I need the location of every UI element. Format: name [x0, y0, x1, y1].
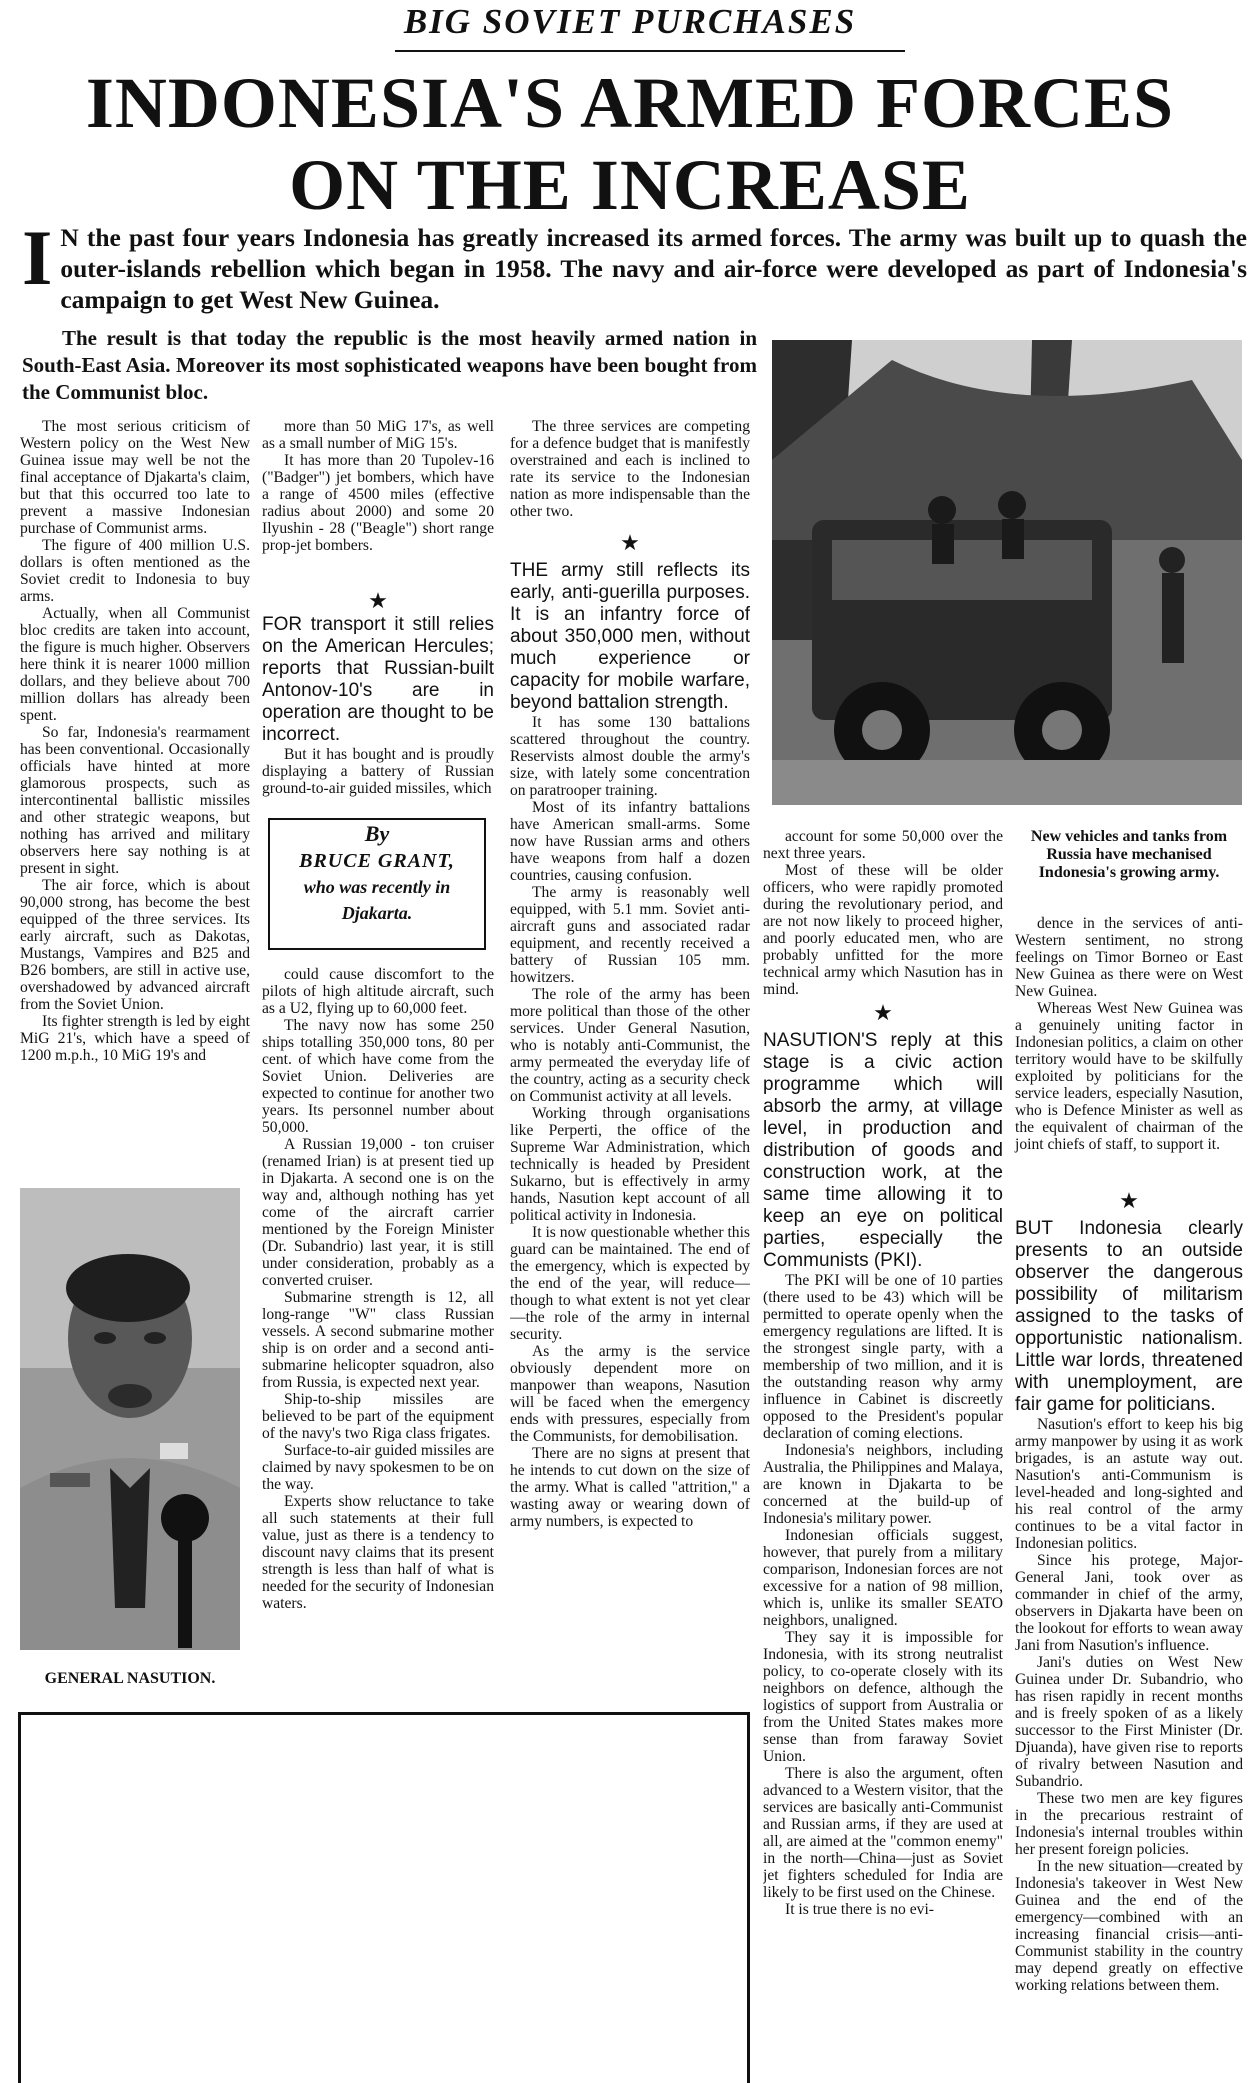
paragraph: There are no signs at present that he intends to cut down on the size of the army. What is called "attrition," a wasting away or wearing down of army numbers, is expected to: [510, 1445, 750, 1530]
paragraph: These two men are key figures in the precarious restraint of Indonesia's internal troubles within her present foreign policies.: [1015, 1790, 1243, 1858]
headline: [0, 62, 1260, 226]
headline-line-2: ON THE INCREASE: [289, 145, 971, 225]
paragraph: Submarine strength is 12, all long-range "W" class Russian vessels. A second submarine mother ship is on order and a second anti-submarine helicopter squadron, also from Russia, is expected next year.: [262, 1289, 494, 1391]
intro-paragraph: [22, 214, 1247, 315]
vehicles-caption: New vehicles and tanks from Russia have mechanised Indonesia's growing army.: [1030, 828, 1228, 881]
column-5a: [1015, 915, 1243, 1153]
paragraph: The three services are competing for a defence budget that is manifestly overstrained and each is inclined to rate its service to the Indonesian nation as more indispensable than the other two.: [510, 418, 750, 520]
paragraph: There is also the argument, often advanced to a Western visitor, that the services are basically anti-Communist and Russian arms, if they are used at all, are aimed at the "common enemy" in the north—China—just as Soviet jet fighters scheduled for India are likely to be first used on the Chinese.: [763, 1765, 1003, 1901]
paragraph: Actually, when all Communist bloc credits are taken into account, the figure is much higher. Observers here think it is nearer 1000 million dollars, and they believe about 700 million dollars has already been spent.: [20, 605, 250, 724]
paragraph: The air force, which is about 90,000 strong, has become the best equipped of the three services. Its early aircraft, such as Dakotas, Mustangs, Vampires and B25 and B26 bombers, are still in active use, overshadowed by advanced aircraft from the Soviet Union.: [20, 877, 250, 1013]
paragraph: As the army is the service obviously dependent more on manpower than weapons, Nasution will be faced when the emergency ends with pressures, especially from the Communists, for demobilisation.: [510, 1343, 750, 1445]
byline-box: [268, 818, 486, 950]
paragraph: Since his protege, Major-General Jani, took over as commander in chief of the army, observers in Djakarta have been on the lookout for efforts to wean away Jani from Nasution's influence.: [1015, 1552, 1243, 1654]
paragraph: It is now questionable whether this guard can be maintained. The end of the emergency, which is expected by the end of the year, will reduce—though to what extent is not yet clear—the role of the army in internal security.: [510, 1224, 750, 1343]
paragraph: The army is reasonably well equipped, with 5.1 mm. Soviet anti-aircraft guns and associated radar equipment, and recently received a battery of Russian 105 mm. howitzers.: [510, 884, 750, 986]
paragraph: Indonesia's neighbors, including Australia, the Philippines and Malaya, are known in Djakarta to be concerned at the build-up of Indonesia's military power.: [763, 1442, 1003, 1527]
star-separator: ★: [368, 588, 388, 613]
drop-cap: I: [22, 214, 53, 301]
paragraph: It is true there is no evi-: [785, 1901, 934, 1918]
paragraph: account for some 50,000 over the next three years.: [763, 828, 1003, 862]
kicker: BIG SOVIET PURCHASES: [403, 2, 857, 41]
paragraph: The PKI will be one of 10 parties (there used to be 43) which will be permitted to operate openly when the emergency regulations are lifted. It is the strongest single party, with a membership of two million, and it is the outstanding reason why army influence in Cabinet is discreetly opposed to the President's popular declaration of coming elections.: [763, 1272, 1003, 1442]
paragraph: Most of these will be older officers, who were rapidly promoted during the revolutionary period, and are not now likely to proceed higher, and poorly educated men, who are probably unfitted for the more technical army which Nasution has in mind.: [763, 862, 1003, 998]
paragraph: Ship-to-ship missiles are believed to be part of the equipment of the navy's two Riga class frigates.: [262, 1391, 494, 1442]
paragraph: Its fighter strength is led by eight MiG 21's, which have a speed of 1200 m.p.h., 10 MiG 19's and: [20, 1013, 250, 1064]
column-4b: [763, 1030, 1003, 2078]
paragraph: Surface-to-air guided missiles are claimed by navy spokesmen to be on the way.: [262, 1442, 494, 1493]
paragraph: dence in the services of anti-Western sentiment, no strong feelings on Timor Borneo or East New Guinea as there were on West New Guinea.: [1015, 915, 1243, 1000]
nasution-photo: [20, 1188, 240, 1650]
paragraph: Working through organisations like Perperti, the office of the Supreme War Administration, which technically is headed by President Sukarno, but is effectively in army hands, Nasution kept account of all political activity in Indonesia.: [510, 1105, 750, 1224]
paragraph: The figure of 400 million U.S. dollars is often mentioned as the Soviet credit to Indonesia to buy arms.: [20, 537, 250, 605]
paragraph: The most serious criticism of Western policy on the West New Guinea issue may well be not the final acceptance of Djakarta's claim, but that this occurred too late to prevent a massive Indonesian purchase of Communist arms.: [20, 418, 250, 537]
paragraph: NASUTION'S reply at this stage is a civic action programme which will absorb the army, at village level, in production and distribution of goods and construction work, at the same time allowing it to keep an eye on political parties, especially the Communists (PKI).: [763, 1030, 1003, 1271]
byline-by: By: [364, 821, 390, 846]
vehicles-photo: [772, 340, 1242, 805]
kicker-rule: [395, 50, 905, 52]
vehicle-image: [772, 340, 1242, 805]
byline-name: BRUCE GRANT,: [299, 850, 455, 872]
nasution-caption: GENERAL NASUTION.: [44, 1670, 216, 1687]
byline-note: who was recently in Djakarta.: [303, 877, 451, 923]
paragraph: Indonesian officials suggest, however, that purely from a military comparison, Indonesian forces are not excessive for a nation of 98 million, which is, unlike its smaller SEATO neighbors, unaligned.: [763, 1527, 1003, 1629]
column-5b: [1015, 1218, 1243, 2078]
paragraph: Jani's duties on West New Guinea under Dr. Subandrio, who has risen rapidly in recent months and is freely spoken of as a likely successor to the First Minister (Dr. Djuanda), have given rise to reports of rivalry between Nasution and Subandrio.: [1015, 1654, 1243, 1790]
column-1: [20, 418, 250, 1183]
column-3b: [510, 560, 750, 1695]
paragraph: The navy now has some 250 ships totalling 350,000 tons, 80 per cent. of which have come from the Soviet Union. Deliveries are expected to continue for another two years. Its personnel number about 50,000.: [262, 1017, 494, 1136]
headline-line-1: INDONESIA'S ARMED FORCES: [85, 63, 1175, 143]
paragraph: So far, Indonesia's rearmament has been conventional. Occasionally officials have hinted at more glamorous prospects, such as intercontinental ballistic missiles and other strategic weapons, but nothing has arrived and military observers here say nothing is at present in sight.: [20, 724, 250, 877]
column-2c: [262, 966, 494, 1686]
star-separator: ★: [620, 530, 640, 555]
star-separator: ★: [873, 1000, 893, 1025]
paragraph: A Russian 19,000 - ton cruiser (renamed Irian) is at present tied up in Djakarta. A second one is on the way and, although nothing has yet come of the aircraft carrier mentioned by the Foreign Minister (Dr. Subandrio) last year, it is still under consideration, probably as a converted cruiser.: [262, 1136, 494, 1289]
paragraph: Nasution's effort to keep his big army manpower by using it as work brigades, is an astute way out. Nasution's anti-Communism is level-headed and long-sighted and his real control of the army continues to be a vital factor in Indonesian politics.: [1015, 1416, 1243, 1552]
column-2b: [262, 614, 494, 797]
paragraph: Most of its infantry battalions have American small-arms. Some now have Russian arms and others have weapons from half a dozen countries, causing confusion.: [510, 799, 750, 884]
column-3a: [510, 418, 750, 520]
portrait-image: [20, 1188, 240, 1650]
paragraph: It has some 130 battalions scattered throughout the country. Reservists almost double the army's size, with lately some concentration on paratrooper training.: [510, 714, 750, 799]
intro-text: N the past four years Indonesia has greatly increased its armed forces. The army was built up to quash the outer-islands rebellion which began in 1958. The navy and air-force were developed as part of Indonesia's campaign to get West New Guinea.: [60, 223, 1247, 314]
advertisement-box: [18, 1712, 750, 2083]
paragraph: They say it is impossible for Indonesia, with its strong neutralist policy, to co-operate closely with its neighbors on defence, although the logistics of support from Australia or from the United States makes more sense than from faraway Soviet Union.: [763, 1629, 1003, 1765]
paragraph: BUT Indonesia clearly presents to an outside observer the dangerous possibility of militarism assigned to the tasks of opportunistic nationalism. Little war lords, threatened with unemployment, are fair game for politicians.: [1015, 1218, 1243, 1415]
paragraph: But it has bought and is proudly displaying a battery of Russian ground-to-air guided missiles, which: [262, 746, 494, 797]
star-separator: ★: [1119, 1188, 1139, 1213]
paragraph: more than 50 MiG 17's, as well as a small number of MiG 15's.: [262, 418, 494, 452]
paragraph: The role of the army has been more political than those of the other services. Under General Nasution, who is notably anti-Communist, the army permeated the everyday life of the country, acting as a security check on Communist activity at all levels.: [510, 986, 750, 1105]
column-2a: [262, 418, 494, 554]
column-4a: [763, 828, 1003, 998]
paragraph: Experts show reluctance to take all such statements at their full value, just as there is a tendency to discount navy claims that its present strength is less than half of what is needed for the security of Indonesian waters.: [262, 1493, 494, 1612]
paragraph: It has more than 20 Tupolev-16 ("Badger") jet bombers, which have a range of 4500 miles (effective radius about 2000) and some 20 Ilyushin - 28 ("Beagle") short range prop-jet bombers.: [262, 452, 494, 554]
paragraph: In the new situation—created by Indonesia's takeover in West New Guinea and the end of the emergency—combined with an increasing financial crisis—anti-Communist stability in the country may depend greatly on effective working relations between them.: [1015, 1858, 1243, 1994]
deck: The result is that today the republic is the most heavily armed nation in South-East Asia. Moreover its most sophisticated weapons have been bought from the Communist bloc.: [22, 326, 757, 404]
paragraph: could cause discomfort to the pilots of high altitude aircraft, such as a U2, flying up to 60,000 feet.: [262, 966, 494, 1017]
paragraph: THE army still reflects its early, anti-guerilla purposes. It is an infantry force of about 350,000 men, without much experience or capacity for mobile warfare, beyond battalion strength.: [510, 560, 750, 713]
paragraph: Whereas West New Guinea was a genuinely uniting factor in Indonesian politics, a claim on other territory would have to be skilfully exploited by politicians for the service leaders, especially Nasution, who is Defence Minister as well as the equivalent of chairman of the joint chiefs of staff, to support it.: [1015, 1000, 1243, 1153]
paragraph: FOR transport it still relies on the American Hercules; reports that Russian-built Antonov-10's are in operation are thought to be incorrect.: [262, 614, 494, 745]
